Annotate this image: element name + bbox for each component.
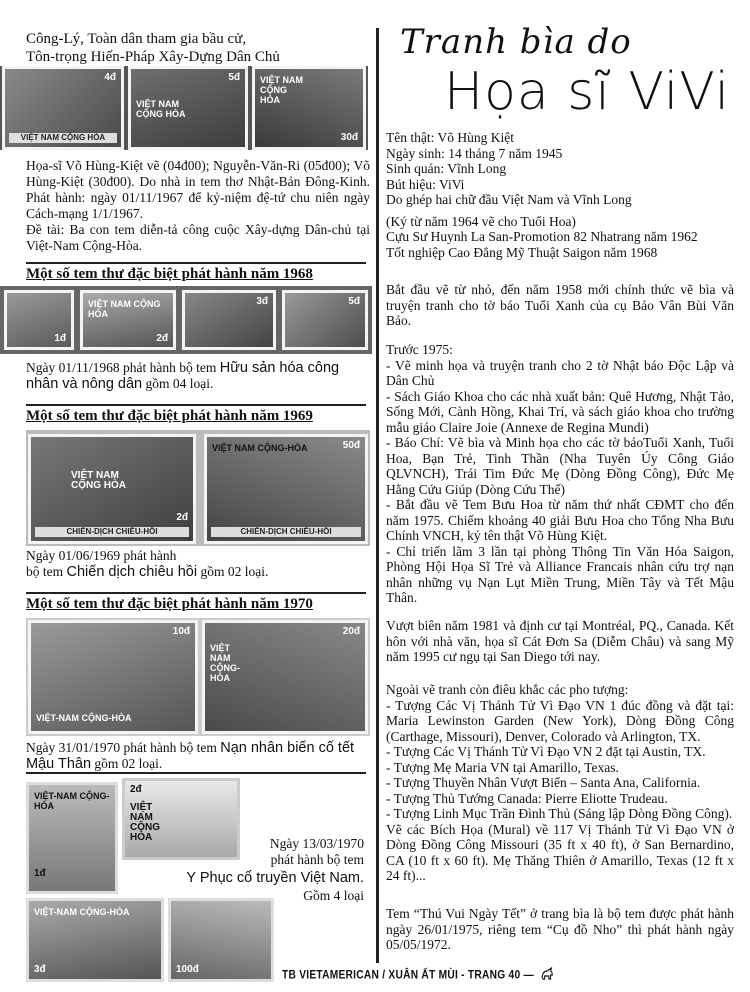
stamp-1970-20d: 20đ VIỆT NAM CỘNG-HÒA	[202, 620, 368, 734]
stamps-1968-row	[0, 286, 372, 354]
section-title-1970: Một số tem thư đặc biệt phát hành năm 1970	[26, 596, 313, 612]
before-1975-section: Trước 1975: - Vẽ minh họa và truyện tranh cho 2 tờ Nhật báo Độc Lập và Dân Chủ - Sách Giáo Khoa cho các nhà xuất bản: Quê Hương, Nhật Tảo, Sống Mới, Cành Hồng, Khai Trí, và sách giáo khoa cho trường mẫu giáo Claire Joie (Annexe de Regina Mundi) - Báo Chí: Vẽ bìa và Minh họa cho các tờ báoTuổi Xanh, Tuổi Hoa, Bạn Trẻ, Tinh Thần (Nha Tuyên Úy Công Giáo QLVNCH), Trái Tim Đức Mẹ (Dòng Đồng Công), Đức Mẹ Hằng Cứu Giúp (Dòng Cứu Thế) - Bắt đầu vẽ Tem Bưu Hoa từ năm thứ nhất CĐMT cho đến năm 1975. Chiếm khoảng 40 giải Bưu Hoa cho Tổng Nha Bưu Chính VNCH, ký tên thật Võ Hùng Kiệt. - Chỉ triển lãm 3 lần tại phòng Thông Tin Văn Hóa Saigon, Phòng Hội Họa Sĩ Trẻ và Alliance Francais nhân cứu trợ nạn nhân những vụ Nạn Lụt Miền Trung, Miền Tây và Tết Mậu Thân.	[386, 342, 734, 605]
stamp-1968-3d: 3đ	[182, 290, 276, 350]
section-rule	[26, 404, 366, 406]
stamp-1969-50d: VIỆT NAM CỘNG-HÒA 50đ CHIẾN-DỊCH CHIÊU-HỒI	[204, 434, 368, 544]
stamp-1968-2d: VIỆT NAM CỘNG HÒA 2đ	[80, 290, 176, 350]
stamps-1967-header	[26, 30, 366, 66]
stamp-1967-5d: 5đ VIỆT NAM CỘNG HÒA	[128, 66, 248, 150]
stamps-1967-description: Họa-sĩ Võ Hùng-Kiệt vẽ (04đ00); Nguyễn-Văn-Ri (05đ00); Võ Hùng-Kiệt (30đ00). Do nhà in tem thơ Nhật-Bản Đông-Kinh. Phát hành: ngày 01/11/1967 để kỷ-niệm đệ-tứ chu niên ngày Cách-mạng 1/1/1967. Đề tài: Ba con tem diễn-tả công cuộc Xây-dựng Dân-chủ tại Việt-Nam Cộng-Hòa.	[26, 158, 370, 253]
stamp-1967-4d: 4đ VIỆT NAM CỘNG HÒA	[2, 66, 124, 150]
header-line-1: Công-Lý, Toàn dân tham gia bầu cử,	[26, 31, 247, 47]
stamp-1970-10d: 10đ VIỆT-NAM CỘNG-HÒA	[28, 620, 198, 734]
costume-title: Y Phục cổ truyền Việt Nam.	[186, 870, 364, 886]
artist-bio: Tên thật: Võ Hùng Kiệt Ngày sinh: 14 tháng 7 năm 1945 Sinh quán: Vĩnh Long Bút hiệu: ViVi Do ghép hai chữ đầu Việt Nam và Vĩnh Long (Ký từ năm 1964 vẽ cho Tuổi Hoa) Cựu Sư Huynh La San-Promotion 82 Nhatrang năm 1962 Tốt nghiệp Cao Đẳng Mỹ Thuật Saigon năm 1968	[386, 130, 698, 260]
stamps-1969-description: Ngày 01/06/1969 phát hành bộ tem Chiến dịch chiêu hồi gồm 02 loại.	[26, 548, 269, 580]
cover-art-by-title: Tranh bìa do	[400, 22, 632, 62]
page-footer: TB VIETAMERICAN / XUÂN ẤT MÙI - TRANG 40 —	[282, 967, 554, 984]
section-rule	[26, 592, 366, 594]
artist-start-paragraph: Bắt đầu vẽ từ nhỏ, đến năm 1958 mới chính thức vẽ bìa và truyện tranh cho tờ báo Tuổi Xanh của cụ Bảo Vân Bùi Văn Bảo.	[386, 282, 734, 328]
stamps-1970-row	[26, 618, 370, 736]
section-title-1968: Một số tem thư đặc biệt phát hành năm 1968	[26, 266, 313, 282]
section-title-1969: Một số tem thư đặc biệt phát hành năm 1969	[26, 408, 313, 424]
stamp-costume-3d: VIỆT-NAM CỘNG-HÒA 3đ	[26, 898, 164, 982]
artist-name: Họa sĩ ViVi	[444, 62, 731, 122]
stamps-1967-row	[0, 66, 368, 150]
section-rule	[26, 772, 366, 774]
stamps-1970-description: Ngày 31/01/1970 phát hành bộ tem Nạn nhân biến cố tết Mậu Thân gồm 02 loại.	[26, 740, 355, 772]
costume-count: Gồm 4 loại	[303, 888, 364, 903]
emigration-paragraph: Vượt biên năm 1981 và định cư tại Montréal, PQ., Canada. Kết hôn với nhà văn, họa sĩ Cát Đơn Sa (Diễm Châu) và sang Mỹ năm 1995 cư ngụ tại San Diego tới nay.	[386, 618, 734, 664]
stamp-1968-5d: 5đ	[282, 290, 368, 350]
stamps-1968-description: Ngày 01/11/1968 phát hành bộ tem Hữu sản hóa công nhân và nông dân gồm 04 loại.	[26, 360, 340, 392]
sculptures-section: Ngoài vẽ tranh còn điêu khắc các pho tượng: - Tượng Các Vị Thánh Tử Vì Đạo VN 1 đúc đồng và đặt tại: Maria Lewinston Garden (New York), Dòng Đồng Công (Carthage, Missouri), Denver, Colorado và Arlington, TX. - Tượng Các Vị Thánh Tử Vì Đạo VN 2 đặt tại Austin, TX. - Tượng Mẹ Maria VN tại Amarillo, Texas. - Tượng Thuyền Nhân Vượt Biển – Santa Ana, California. - Tượng Thủ Tướng Canada: Pierre Eliotte Trudeau. - Tượng Linh Mục Trần Đình Thủ (Sáng lập Dòng Đồng Công). Vẽ các Bích Họa (Mural) về 117 Vị Thánh Tử Vì Đạo VN ở Dòng Đồng Công Missouri (35 ft x 40 ft), ở San Bernardino, CA (10 ft x 60 ft). Mẹ Thăng Thiên ở Amarillo, Texas (12 ft x 24 ft)...	[386, 682, 734, 883]
stamp-1968-1d: 1đ	[4, 290, 74, 350]
costume-caption: Ngày 13/03/1970 phát hành bộ tem	[269, 836, 364, 867]
header-line-2: Tôn-trọng Hiến-Pháp Xây-Dựng Dân Chủ	[26, 49, 280, 65]
stamp-costume-2d: 2đ VIỆT NAM CỘNG HÒA	[122, 778, 240, 860]
stamp-costume-100d: 100đ	[168, 898, 274, 982]
tet-stamps-paragraph: Tem “Thú Vui Ngày Tết” ở trang bìa là bộ tem được phát hành ngày 26/01/1975, riêng tem “Cụ đồ Nho” thì phát hành ngày 05/05/1972.	[386, 906, 734, 952]
stamp-1969-2d: VIỆT NAM CỘNG HÒA 2đ CHIẾN-DỊCH CHIÊU-HỒI	[28, 434, 196, 544]
stamp-costume-1d: VIỆT-NAM CỘNG-HÒA 1đ	[26, 782, 118, 894]
column-divider	[376, 28, 379, 963]
section-rule	[26, 262, 366, 264]
goat-icon	[540, 967, 554, 984]
stamps-1969-row	[26, 430, 370, 546]
stamp-1967-30d: 30đ VIỆT NAM CỘNG HÒA	[252, 66, 366, 150]
